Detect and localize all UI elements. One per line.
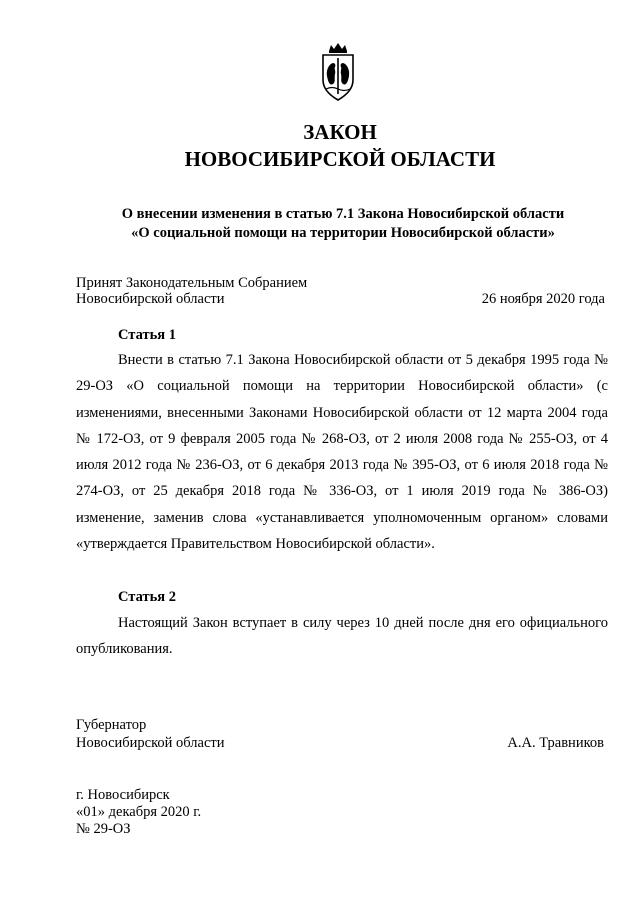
law-region-title: НОВОСИБИРСКОЙ ОБЛАСТИ bbox=[184, 147, 496, 171]
coat-of-arms-icon bbox=[317, 42, 359, 104]
signatory-name: А.А. Травников bbox=[507, 735, 604, 751]
adoption-line1: Принят Законодательным Собранием bbox=[76, 275, 308, 291]
article-1-heading: Статья 1 bbox=[118, 327, 176, 343]
law-number: № 29-ОЗ bbox=[76, 821, 131, 837]
adoption-date: 26 ноября 2020 года bbox=[481, 291, 605, 307]
article-2-text: Настоящий Закон вступает в силу через 10 дней после дня его официального опубликования. bbox=[76, 615, 608, 658]
signatory-region: Новосибирской области bbox=[76, 735, 225, 751]
law-subtitle-line2: «О социальной помощи на территории Новосибирской области» bbox=[131, 225, 555, 241]
article-1-text: Внести в статью 7.1 Закона Новосибирской области от 5 декабря 1995 года № 29-ОЗ «О социальной помощи на территории Новосибирской области» (с изменениями, внесенными Законами Новосибирской области от 12 марта 2004 года № 172-ОЗ, от 9 февраля 2005 года № 268-ОЗ, от 2 июля 2008 года № 255-ОЗ, от 4 июля 2012 года № 236-ОЗ, от 6 декабря 2013 года № 395-ОЗ, от 6 июля 2018 года № 274-ОЗ, от 25 декабря 2018 года № 336-ОЗ, от 1 июля 2019 года № 386-ОЗ) изменение, заменив слова «устанавливается уполномоченным органом» словами «утверждается Правительством Новосибирской области». bbox=[76, 352, 608, 553]
article-2-heading: Статья 2 bbox=[118, 589, 176, 605]
law-title: ЗАКОН bbox=[303, 120, 377, 144]
issue-date: «01» декабря 2020 г. bbox=[76, 804, 202, 820]
signatory-title: Губернатор bbox=[76, 717, 147, 733]
adoption-line2: Новосибирской области bbox=[76, 291, 225, 307]
issue-place: г. Новосибирск bbox=[76, 787, 170, 803]
law-subtitle-line1: О внесении изменения в статью 7.1 Закона Новосибирской области bbox=[121, 206, 565, 222]
